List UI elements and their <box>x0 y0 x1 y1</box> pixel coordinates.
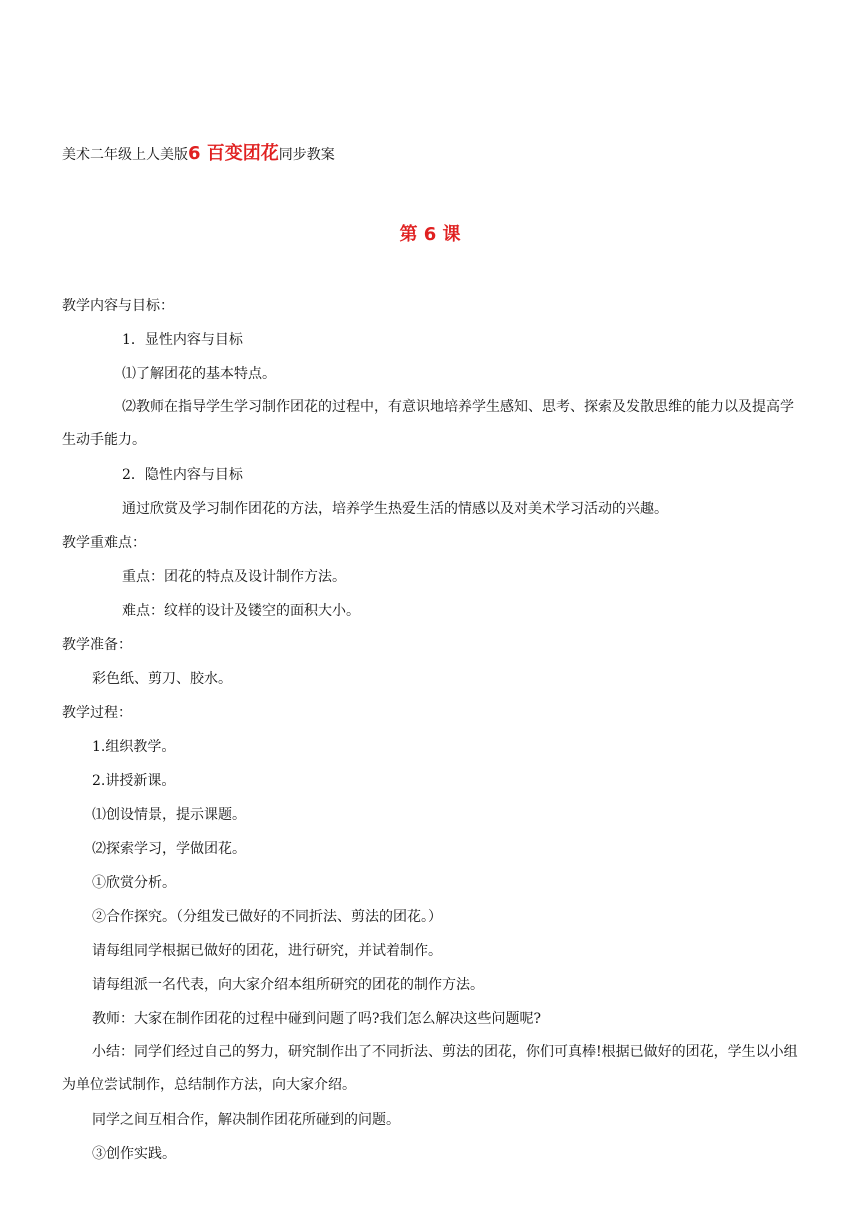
implicit-heading: 2．隐性内容与目标 <box>122 467 243 483</box>
header-highlight: 6 百变团花 <box>188 143 279 164</box>
process-step-6: ②合作探究。（分组发已做好的不同折法、剪法的团花。） <box>92 909 442 925</box>
prep-text: 彩色纸、剪刀、胶水。 <box>92 671 232 687</box>
process-step-11: 同学之间互相合作，解决制作团花所碰到的问题。 <box>92 1112 400 1128</box>
process-step-7: 请每组同学根据已做好的团花，进行研究，并试着制作。 <box>92 943 442 959</box>
process-step-12: ③创作实践。 <box>92 1146 176 1162</box>
header-suffix: 同步教案 <box>278 147 335 163</box>
explicit-item-2: ⑵教师在指导学生学习制作团花的过程中，有意识地培养学生感知、思考、探索及发散思维的能力以及提高学生动手能力。 <box>62 399 794 448</box>
process-step-8: 请每组派一名代表，向大家介绍本组所研究的团花的制作方法。 <box>92 977 484 993</box>
implicit-text: 通过欣赏及学习制作团花的方法，培养学生热爱生活的情感以及对美术学习活动的兴趣。 <box>122 501 668 517</box>
process-step-1: 1.组织教学。 <box>92 739 176 755</box>
content-heading: 教学内容与目标： <box>62 298 174 314</box>
focus-heading: 教学重难点： <box>62 535 146 551</box>
document-header <box>62 144 335 165</box>
process-step-10: 小结：同学们经过自己的努力，研究制作出了不同折法、剪法的团花，你们可真棒!根据已做好的团花，学生以小组为单位尝试制作，总结制作方法，向大家介绍。 <box>62 1044 798 1093</box>
header-prefix: 美术二年级上人美版 <box>62 147 188 163</box>
focus-key: 重点：团花的特点及设计制作方法。 <box>122 569 346 585</box>
lesson-title: 第 6 课 <box>399 224 461 245</box>
focus-difficult: 难点：纹样的设计及镂空的面积大小。 <box>122 603 360 619</box>
process-step-4: ⑵探索学习，学做团花。 <box>92 841 246 857</box>
process-step-9: 教师：大家在制作团花的过程中碰到问题了吗?我们怎么解决这些问题呢? <box>92 1011 542 1027</box>
process-heading: 教学过程： <box>62 705 132 721</box>
process-step-3: ⑴创设情景，提示课题。 <box>92 807 246 823</box>
explicit-heading: 1．显性内容与目标 <box>122 332 243 348</box>
explicit-item-1: ⑴了解团花的基本特点。 <box>122 366 276 382</box>
process-step-2: 2.讲授新课。 <box>92 773 176 789</box>
process-step-5: ①欣赏分析。 <box>92 875 176 891</box>
prep-heading: 教学准备： <box>62 637 132 653</box>
